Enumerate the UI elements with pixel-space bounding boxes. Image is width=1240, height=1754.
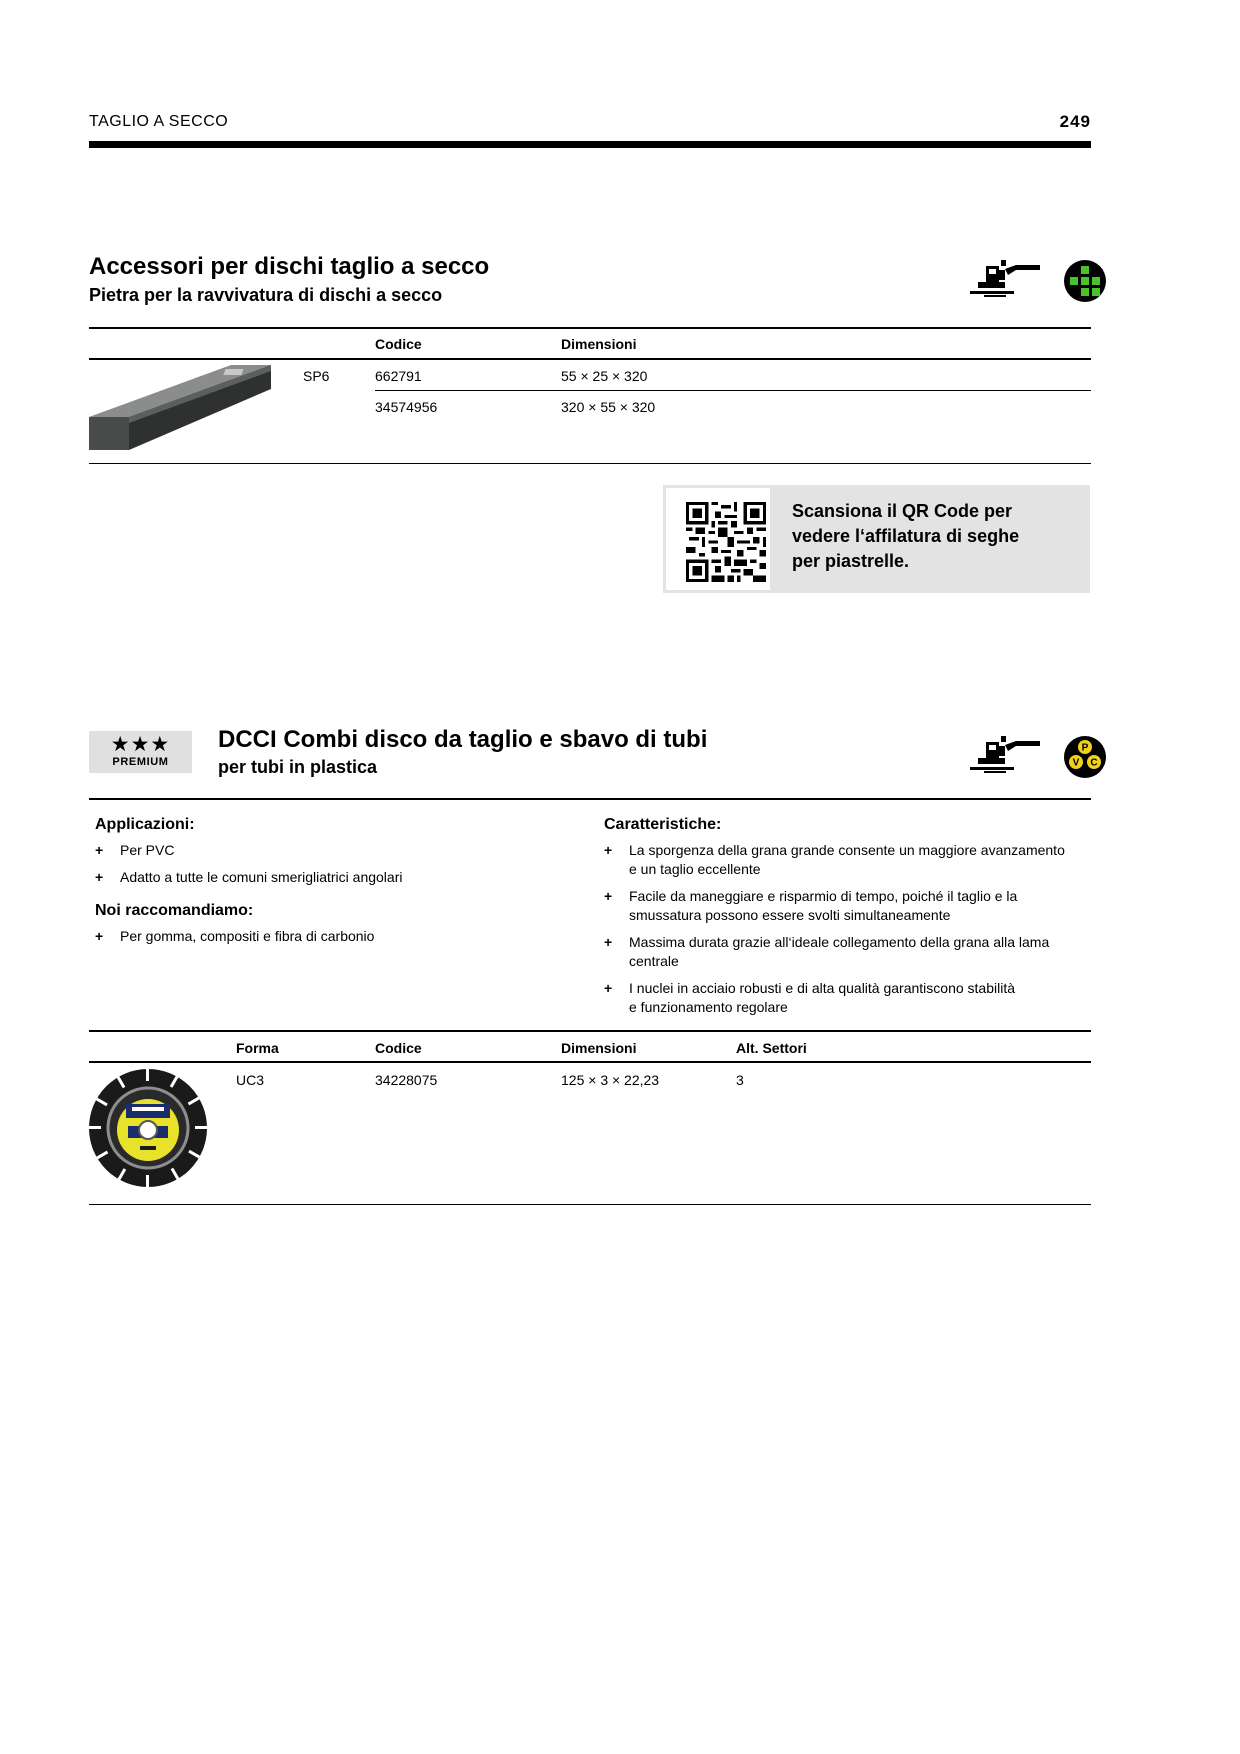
premium-stars: ★★★ [110,733,171,756]
pvc-letter-v: V [1072,757,1080,769]
applications-item: + Per PVC [95,842,175,858]
applications-item: + Adatto a tutte le comuni smerigliatrici angolari [95,869,403,885]
qr-code-icon[interactable] [686,502,766,582]
section2-top-rule [89,798,1091,800]
running-header-section: TAGLIO A SECCO [89,113,229,130]
table1-row-divider [375,390,1091,391]
plus-icon: + [95,928,104,944]
table2-row1-code: 34228075 [375,1072,438,1088]
section2-title: DCCI Combi disco da taglio e sbavo di tubi [218,726,708,753]
plus-icon: + [95,869,104,885]
angle-grinder-icon [968,258,1058,300]
features-heading: Caratteristiche: [604,816,722,833]
features-item: + La sporgenza della grana grande consente un maggiore avanzamento e un taglio eccellente [604,842,1065,877]
table1-header-code: Codice [375,336,422,352]
section2-subtitle: per tubi in plastica [218,757,378,777]
table2-row1-segment-height: 3 [736,1072,744,1088]
pvc-material-icon [1063,735,1107,779]
table1-row1-forma: SP6 [303,368,330,384]
table2-header-forma: Forma [236,1040,279,1056]
plus-icon: + [604,980,613,996]
angle-grinder-icon [968,734,1058,776]
plus-icon: + [604,934,613,950]
plus-icon: + [95,842,104,858]
features-item: + Massima durata grazie all‘ideale collegamento della grana alla lama centrale [604,934,1050,969]
section1-title: Accessori per dischi taglio a secco [89,253,490,280]
applications-heading: Applicazioni: [95,816,195,833]
table2-header-segment-height: Alt. Settori [736,1040,807,1056]
pvc-letter-p: P [1081,742,1089,754]
qr-text-line1: Scansiona il QR Code per [792,501,1013,521]
recommend-item: + Per gomma, compositi e fibra di carbonio [95,928,375,944]
table2-row1-forma: UC3 [236,1072,265,1088]
features-item: + Facile da maneggiare e risparmio di tempo, poiché il taglio e la smussatura possono essere svolti simultaneamente [604,888,1018,923]
pvc-letter-c: C [1090,757,1098,769]
header-rule [89,141,1091,148]
recommend-heading: Noi raccomandiamo: [95,902,254,919]
qr-text-line3: per piastrelle. [792,551,910,571]
table1-row2-code: 34574956 [375,399,438,415]
dressing-stone-image [89,365,271,451]
table1-row1-code: 662791 [375,368,422,384]
features-item: + I nuclei in acciaio robusti e di alta qualità garantiscono stabilità e funzionamento regolare [604,980,1016,1015]
qr-callout-text [792,499,1072,574]
premium-badge [89,731,192,773]
table2-bottom-rule [89,1204,1091,1205]
table2-header-code: Codice [375,1040,422,1056]
table2-header-rule [89,1061,1091,1063]
table1-row1-dimensions: 55 × 25 × 320 [561,368,648,384]
page-number: 249 [1059,112,1091,131]
table2-row1-dimensions: 125 × 3 × 22,23 [561,1072,660,1088]
table1-row2-dimensions: 320 × 55 × 320 [561,399,656,415]
cutting-disc-image [88,1068,208,1188]
table1-header-rule [89,358,1091,360]
table2-top-rule [89,1030,1091,1032]
table2-header-dimensions: Dimensioni [561,1040,637,1056]
section1-subtitle: Pietra per la ravvivatura di dischi a secco [89,285,443,305]
dry-cut-material-icon [1063,259,1107,303]
plus-icon: + [604,888,613,904]
qr-text-line2: vedere l‘affilatura di seghe [792,526,1020,546]
table1-header-dimensions: Dimensioni [561,336,637,352]
table1-top-rule [89,327,1091,329]
plus-icon: + [604,842,613,858]
table1-bottom-rule [89,463,1091,464]
premium-label: PREMIUM [112,756,169,768]
